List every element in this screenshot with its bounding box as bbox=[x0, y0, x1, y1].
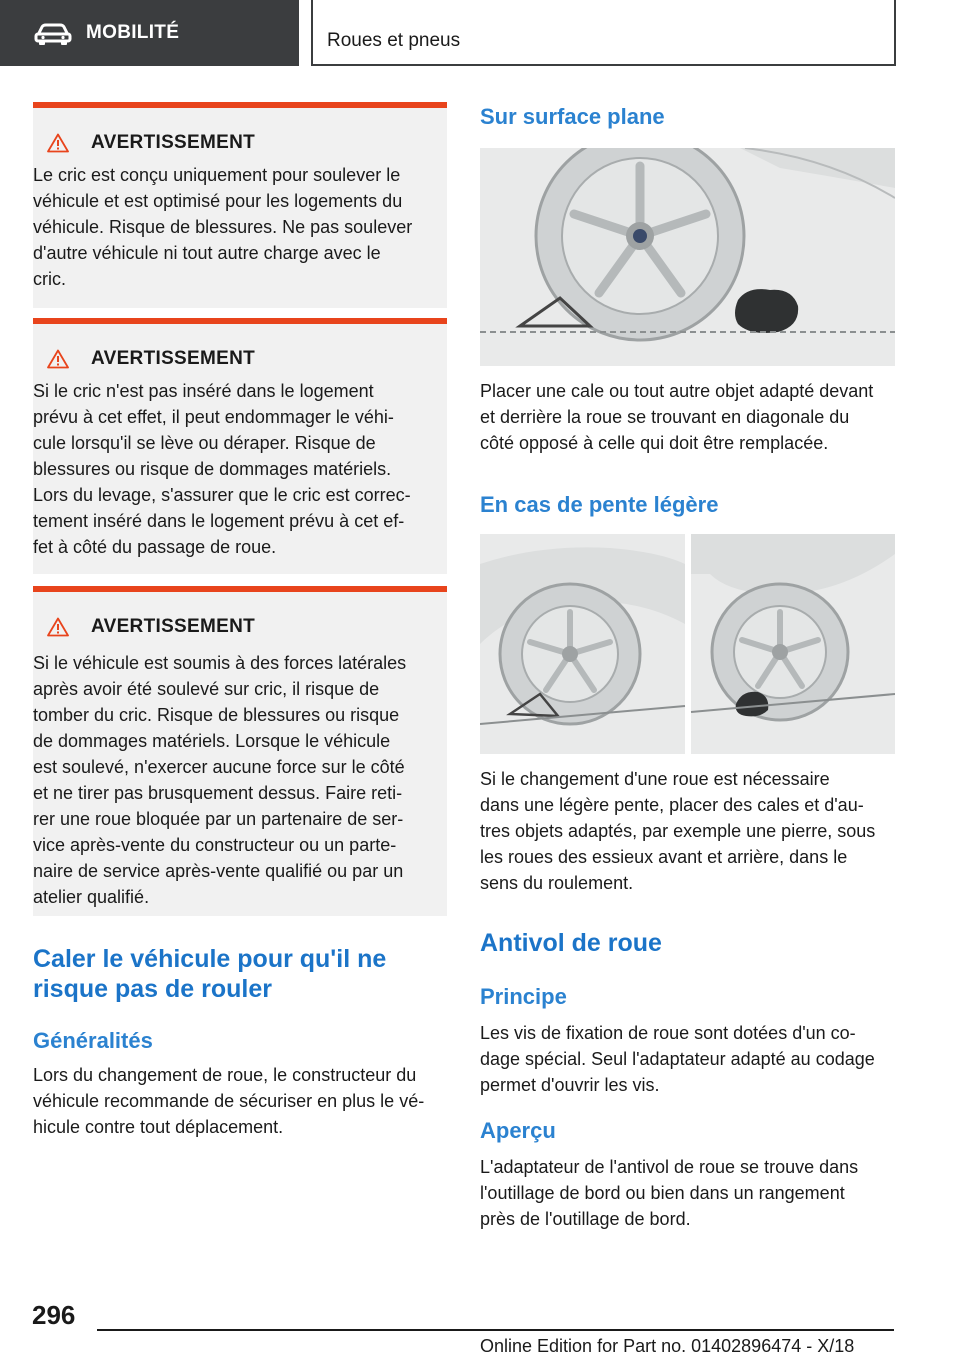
text-line: est soulevé, n'exercer aucune force sur le côté bbox=[33, 757, 405, 777]
subheading-flat-surface: Sur surface plane bbox=[480, 104, 665, 129]
text-line: après avoir été soulevé sur cric, il risque de bbox=[33, 679, 380, 699]
text-line: Les vis de fixation de roue sont dotées d'un co- bbox=[480, 1023, 856, 1043]
text-line: tement inséré dans le logement prévu à cet ef- bbox=[33, 511, 405, 531]
text-line: cric. bbox=[33, 269, 66, 289]
figure-flat-surface bbox=[480, 148, 895, 366]
warning-title: AVERTISSEMENT bbox=[91, 132, 256, 153]
text-line: véhicule. Risque de blessures. Ne pas soulever bbox=[33, 217, 413, 237]
text-line: tomber du cric. Risque de blessures ou risque bbox=[33, 705, 400, 725]
text-line: dans une légère pente, placer des cales et d'au- bbox=[480, 795, 864, 815]
text-line: blessures ou risque de dommages matériels. bbox=[33, 459, 392, 479]
text-line: Placer une cale ou tout autre objet adapté devant bbox=[480, 381, 874, 401]
text-line: près de l'outillage de bord. bbox=[480, 1209, 691, 1229]
subheading-slight-slope: En cas de pente légère bbox=[480, 492, 719, 517]
text-line: Si le cric n'est pas inséré dans le logement bbox=[33, 381, 374, 401]
text-line: dage spécial. Seul l'adaptateur adapté au codage bbox=[480, 1049, 875, 1069]
subheading-principe: Principe bbox=[480, 984, 567, 1009]
heading-line: risque pas de rouler bbox=[33, 975, 272, 1003]
warning-box-jack-seating bbox=[33, 318, 447, 574]
text-line: atelier qualifié. bbox=[33, 887, 150, 907]
warning-title: AVERTISSEMENT bbox=[91, 348, 256, 369]
text-line: L'adaptateur de l'antivol de roue se trouve dans bbox=[480, 1157, 859, 1177]
warning-box-jack-usage bbox=[33, 102, 447, 308]
text-line: Si le changement d'une roue est nécessaire bbox=[480, 769, 830, 789]
section-tab[interactable] bbox=[0, 0, 299, 66]
text-line: naire de service après-vente qualifié ou par un bbox=[33, 861, 404, 881]
chapter-header bbox=[311, 0, 896, 66]
text-line: sens du roulement. bbox=[480, 873, 634, 893]
text-line: vice après-vente du constructeur ou un parte- bbox=[33, 835, 397, 855]
warning-title-row bbox=[47, 132, 255, 154]
text-line: d'autre véhicule ni tout autre charge avec le bbox=[33, 243, 381, 263]
warning-title: AVERTISSEMENT bbox=[91, 616, 256, 637]
text-line: rer une roue bloquée par un partenaire de ser- bbox=[33, 809, 404, 829]
text-line: Lors du changement de roue, le constructeur du bbox=[33, 1065, 417, 1085]
text-line: et ne tirer pas brusquement dessus. Faire reti- bbox=[33, 783, 403, 803]
warning-title-row bbox=[47, 616, 255, 638]
text-line: hicule contre tout déplacement. bbox=[33, 1117, 284, 1137]
text-line: côté opposé à celle qui doit être remplacée. bbox=[480, 433, 829, 453]
flat-surface-illustration bbox=[480, 148, 895, 366]
car-icon bbox=[34, 21, 72, 45]
edition-footer: Online Edition for Part no. 01402896474 - X/18 bbox=[480, 1336, 855, 1356]
text-line: cule lorsqu'il se lève ou déraper. Risque de bbox=[33, 433, 376, 453]
warning-triangle-icon bbox=[47, 349, 69, 369]
text-line: Lors du levage, s'assurer que le cric est correc- bbox=[33, 485, 411, 505]
text-line: véhicule recommande de sécuriser en plus le vé- bbox=[33, 1091, 425, 1111]
text-line: Si le véhicule est soumis à des forces latérales bbox=[33, 653, 407, 673]
text-line: tres objets adaptés, par exemple une pierre, sous bbox=[480, 821, 876, 841]
section-heading-wheel-chock bbox=[33, 944, 386, 1004]
text-line: prévu à cet effet, il peut endommager le véhi- bbox=[33, 407, 394, 427]
warning-box-lateral-force bbox=[33, 586, 447, 916]
text-line: les roues des essieux avant et arrière, dans le bbox=[480, 847, 848, 867]
subheading-generalites: Généralités bbox=[33, 1028, 153, 1053]
text-line: l'outillage de bord ou bien dans un rangement bbox=[480, 1183, 845, 1203]
heading-line: Caler le véhicule pour qu'il ne bbox=[33, 945, 387, 973]
section-label: MOBILITÉ bbox=[86, 22, 180, 43]
text-line: permet d'ouvrir les vis. bbox=[480, 1075, 660, 1095]
warning-triangle-icon bbox=[47, 133, 69, 153]
slope-illustration bbox=[480, 534, 895, 754]
text-line: de dommages matériels. Lorsque le véhicule bbox=[33, 731, 391, 751]
text-line: véhicule et est optimisé pour les logements du bbox=[33, 191, 403, 211]
text-line: fet à côté du passage de roue. bbox=[33, 537, 277, 557]
page-number: 296 bbox=[32, 1300, 76, 1330]
chapter-title: Roues et pneus bbox=[327, 30, 461, 51]
section-heading-antivol: Antivol de roue bbox=[480, 929, 662, 957]
subheading-apercu: Aperçu bbox=[480, 1118, 556, 1143]
text-line: et derrière la roue se trouvant en diagonale du bbox=[480, 407, 850, 427]
warning-triangle-icon bbox=[47, 617, 69, 637]
text-line: Le cric est conçu uniquement pour soulever le bbox=[33, 165, 401, 185]
footer-rule bbox=[97, 1329, 894, 1331]
figure-slight-slope bbox=[480, 534, 895, 754]
warning-title-row bbox=[47, 348, 255, 370]
